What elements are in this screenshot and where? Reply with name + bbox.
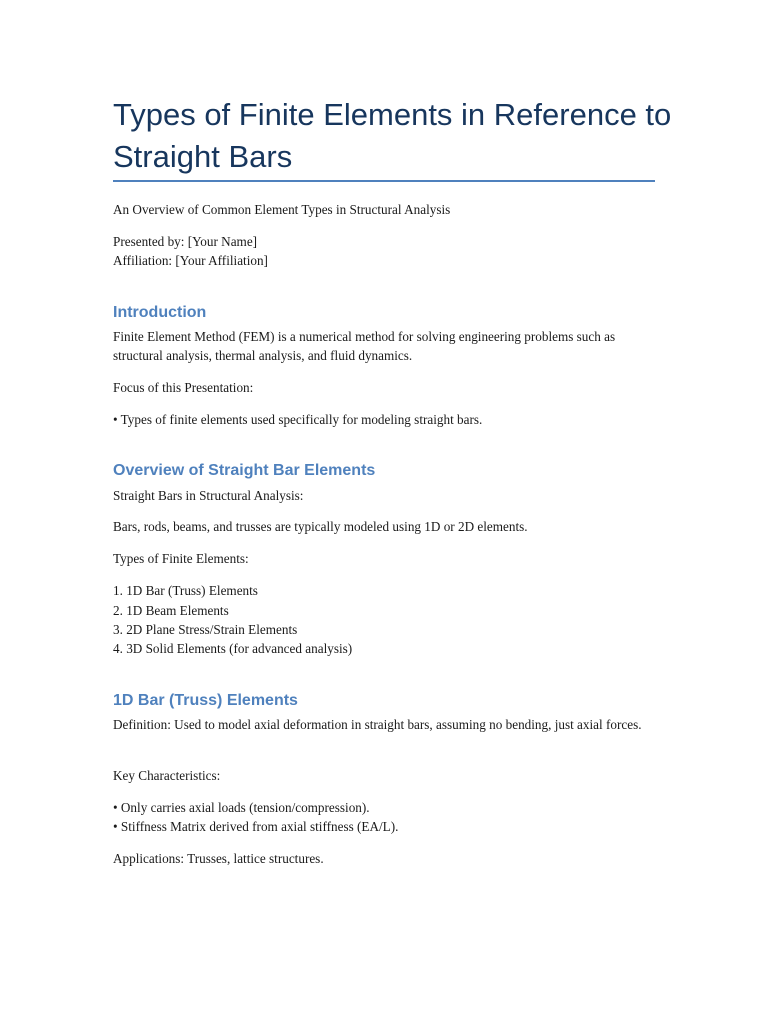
document-title (113, 94, 673, 178)
list-item: 2. 1D Beam Elements (113, 603, 229, 618)
list-item: 3. 2D Plane Stress/Strain Elements (113, 622, 298, 637)
list-item: • Stiffness Matrix derived from axial stiffness (EA/L). (113, 819, 399, 834)
heading-introduction: Introduction (113, 304, 207, 321)
list-item: 1. 1D Bar (Truss) Elements (113, 583, 258, 598)
applications: Applications: Trusses, lattice structures. (113, 851, 324, 866)
list-item: • Only carries axial loads (tension/compression). (113, 800, 370, 815)
heading-bar-truss: 1D Bar (Truss) Elements (113, 692, 298, 709)
types-label: Types of Finite Elements: (113, 551, 249, 566)
affiliation: Affiliation: [Your Affiliation] (113, 253, 268, 268)
list-item: 4. 3D Solid Elements (for advanced analysis) (113, 641, 353, 656)
heading-overview: Overview of Straight Bar Elements (113, 462, 376, 479)
overview-paragraph-2: Bars, rods, beams, and trusses are typically modeled using 1D or 2D elements. (113, 519, 528, 534)
title-line-2: Straight Bars (113, 139, 293, 174)
subtitle: An Overview of Common Element Types in Structural Analysis (113, 202, 451, 217)
title-divider (113, 180, 655, 182)
presented-by: Presented by: [Your Name] (113, 234, 258, 249)
overview-paragraph-1: Straight Bars in Structural Analysis: (113, 488, 304, 503)
intro-bullet: • Types of finite elements used specifically for modeling straight bars. (113, 412, 483, 427)
key-characteristics-label: Key Characteristics: (113, 768, 221, 783)
intro-paragraph: Finite Element Method (FEM) is a numerical method for solving engineering problems such as structural analysis, thermal analysis, and fluid dynamics. (113, 329, 616, 363)
title-line-1: Types of Finite Elements in Reference to (113, 97, 672, 132)
bar-definition: Definition: Used to model axial deformation in straight bars, assuming no bending, just axial forces. (113, 717, 642, 732)
focus-label: Focus of this Presentation: (113, 380, 254, 395)
